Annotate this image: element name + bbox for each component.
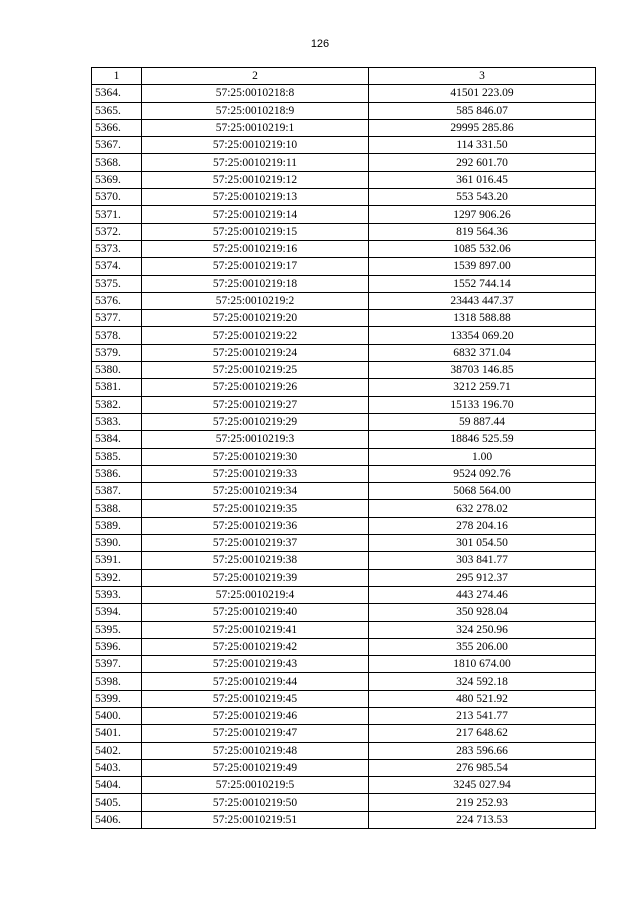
table-row — [92, 535, 596, 552]
table-row — [92, 638, 596, 655]
row-number-cell: 5368. — [92, 154, 142, 171]
value-cell: 1297 906.26 — [369, 206, 596, 223]
cadastral-number-cell: 57:25:0010219:16 — [142, 240, 369, 257]
table-row — [92, 292, 596, 309]
value-cell: 114 331.50 — [369, 137, 596, 154]
cadastral-number-cell: 57:25:0010219:4 — [142, 586, 369, 603]
cadastral-number-cell: 57:25:0010219:29 — [142, 413, 369, 430]
row-number-cell: 5366. — [92, 119, 142, 136]
value-cell: 553 543.20 — [369, 189, 596, 206]
table-body — [92, 68, 596, 829]
row-number-cell: 5398. — [92, 673, 142, 690]
value-cell: 5068 564.00 — [369, 483, 596, 500]
row-number-cell: 5395. — [92, 621, 142, 638]
data-table — [91, 67, 596, 829]
row-number-cell: 5405. — [92, 794, 142, 811]
row-number-cell: 5400. — [92, 707, 142, 724]
row-number-cell: 5374. — [92, 258, 142, 275]
value-cell: 292 601.70 — [369, 154, 596, 171]
table-row — [92, 206, 596, 223]
table-row — [92, 742, 596, 759]
table-row — [92, 379, 596, 396]
row-number-cell: 5384. — [92, 431, 142, 448]
cadastral-number-cell: 57:25:0010219:12 — [142, 171, 369, 188]
row-number-cell: 5387. — [92, 483, 142, 500]
value-cell: 278 204.16 — [369, 517, 596, 534]
cadastral-number-cell: 57:25:0010219:27 — [142, 396, 369, 413]
value-cell: 15133 196.70 — [369, 396, 596, 413]
column-header: 3 — [369, 68, 596, 85]
table-row — [92, 656, 596, 673]
table-row — [92, 137, 596, 154]
table-row — [92, 413, 596, 430]
cadastral-number-cell: 57:25:0010219:25 — [142, 362, 369, 379]
table-row — [92, 154, 596, 171]
row-number-cell: 5378. — [92, 327, 142, 344]
value-cell: 355 206.00 — [369, 638, 596, 655]
row-number-cell: 5388. — [92, 500, 142, 517]
row-number-cell: 5394. — [92, 604, 142, 621]
row-number-cell: 5380. — [92, 362, 142, 379]
table-row — [92, 690, 596, 707]
value-cell: 283 596.66 — [369, 742, 596, 759]
table-row — [92, 552, 596, 569]
table-row — [92, 431, 596, 448]
cadastral-number-cell: 57:25:0010219:24 — [142, 344, 369, 361]
table-row — [92, 673, 596, 690]
row-number-cell: 5367. — [92, 137, 142, 154]
table-row — [92, 794, 596, 811]
value-cell: 13354 069.20 — [369, 327, 596, 344]
value-cell: 1552 744.14 — [369, 275, 596, 292]
cadastral-number-cell: 57:25:0010219:13 — [142, 189, 369, 206]
table-row — [92, 621, 596, 638]
value-cell: 632 278.02 — [369, 500, 596, 517]
table-row — [92, 707, 596, 724]
cadastral-number-cell: 57:25:0010219:42 — [142, 638, 369, 655]
cadastral-number-cell: 57:25:0010219:46 — [142, 707, 369, 724]
value-cell: 219 252.93 — [369, 794, 596, 811]
value-cell: 59 887.44 — [369, 413, 596, 430]
cadastral-number-cell: 57:25:0010219:38 — [142, 552, 369, 569]
cadastral-number-cell: 57:25:0010219:20 — [142, 310, 369, 327]
cadastral-number-cell: 57:25:0010219:35 — [142, 500, 369, 517]
row-number-cell: 5364. — [92, 85, 142, 102]
cadastral-number-cell: 57:25:0010219:1 — [142, 119, 369, 136]
row-number-cell: 5381. — [92, 379, 142, 396]
row-number-cell: 5399. — [92, 690, 142, 707]
row-number-cell: 5383. — [92, 413, 142, 430]
cadastral-number-cell: 57:25:0010219:3 — [142, 431, 369, 448]
value-cell: 295 912.37 — [369, 569, 596, 586]
cadastral-number-cell: 57:25:0010219:5 — [142, 777, 369, 794]
value-cell: 6832 371.04 — [369, 344, 596, 361]
row-number-cell: 5385. — [92, 448, 142, 465]
cadastral-number-cell: 57:25:0010218:9 — [142, 102, 369, 119]
row-number-cell: 5391. — [92, 552, 142, 569]
cadastral-number-cell: 57:25:0010218:8 — [142, 85, 369, 102]
table-row — [92, 344, 596, 361]
value-cell: 18846 525.59 — [369, 431, 596, 448]
cadastral-number-cell: 57:25:0010219:50 — [142, 794, 369, 811]
cadastral-number-cell: 57:25:0010219:22 — [142, 327, 369, 344]
table-row — [92, 569, 596, 586]
cadastral-number-cell: 57:25:0010219:45 — [142, 690, 369, 707]
table-row — [92, 448, 596, 465]
row-number-cell: 5397. — [92, 656, 142, 673]
row-number-cell: 5376. — [92, 292, 142, 309]
cadastral-number-cell: 57:25:0010219:44 — [142, 673, 369, 690]
table-row — [92, 483, 596, 500]
table-row — [92, 119, 596, 136]
table-row — [92, 517, 596, 534]
value-cell: 9524 092.76 — [369, 465, 596, 482]
value-cell: 303 841.77 — [369, 552, 596, 569]
value-cell: 350 928.04 — [369, 604, 596, 621]
table-row — [92, 310, 596, 327]
value-cell: 3245 027.94 — [369, 777, 596, 794]
table-header-row — [92, 68, 596, 85]
page-number: 126 — [310, 38, 330, 50]
cadastral-number-cell: 57:25:0010219:26 — [142, 379, 369, 396]
row-number-cell: 5396. — [92, 638, 142, 655]
value-cell: 1085 532.06 — [369, 240, 596, 257]
row-number-cell: 5371. — [92, 206, 142, 223]
cadastral-number-cell: 57:25:0010219:15 — [142, 223, 369, 240]
row-number-cell: 5390. — [92, 535, 142, 552]
cadastral-number-cell: 57:25:0010219:2 — [142, 292, 369, 309]
row-number-cell: 5406. — [92, 811, 142, 828]
cadastral-number-cell: 57:25:0010219:47 — [142, 725, 369, 742]
value-cell: 1810 674.00 — [369, 656, 596, 673]
cadastral-number-cell: 57:25:0010219:41 — [142, 621, 369, 638]
row-number-cell: 5401. — [92, 725, 142, 742]
value-cell: 1318 588.88 — [369, 310, 596, 327]
row-number-cell: 5392. — [92, 569, 142, 586]
value-cell: 301 054.50 — [369, 535, 596, 552]
value-cell: 224 713.53 — [369, 811, 596, 828]
value-cell: 29995 285.86 — [369, 119, 596, 136]
row-number-cell: 5373. — [92, 240, 142, 257]
table-row — [92, 362, 596, 379]
value-cell: 217 648.62 — [369, 725, 596, 742]
value-cell: 3212 259.71 — [369, 379, 596, 396]
cadastral-number-cell: 57:25:0010219:11 — [142, 154, 369, 171]
table-row — [92, 327, 596, 344]
row-number-cell: 5402. — [92, 742, 142, 759]
row-number-cell: 5404. — [92, 777, 142, 794]
row-number-cell: 5403. — [92, 759, 142, 776]
cadastral-number-cell: 57:25:0010219:37 — [142, 535, 369, 552]
value-cell: 1539 897.00 — [369, 258, 596, 275]
cadastral-number-cell: 57:25:0010219:18 — [142, 275, 369, 292]
row-number-cell: 5365. — [92, 102, 142, 119]
table-row — [92, 500, 596, 517]
value-cell: 361 016.45 — [369, 171, 596, 188]
cadastral-number-cell: 57:25:0010219:17 — [142, 258, 369, 275]
table-row — [92, 777, 596, 794]
cadastral-number-cell: 57:25:0010219:40 — [142, 604, 369, 621]
column-header: 2 — [142, 68, 369, 85]
table-row — [92, 189, 596, 206]
row-number-cell: 5386. — [92, 465, 142, 482]
row-number-cell: 5375. — [92, 275, 142, 292]
row-number-cell: 5369. — [92, 171, 142, 188]
cadastral-number-cell: 57:25:0010219:51 — [142, 811, 369, 828]
table-row — [92, 465, 596, 482]
table-row — [92, 586, 596, 603]
row-number-cell: 5389. — [92, 517, 142, 534]
table-row — [92, 171, 596, 188]
value-cell: 213 541.77 — [369, 707, 596, 724]
cadastral-number-cell: 57:25:0010219:10 — [142, 137, 369, 154]
cadastral-number-cell: 57:25:0010219:30 — [142, 448, 369, 465]
value-cell: 819 564.36 — [369, 223, 596, 240]
cadastral-number-cell: 57:25:0010219:48 — [142, 742, 369, 759]
cadastral-number-cell: 57:25:0010219:14 — [142, 206, 369, 223]
value-cell: 443 274.46 — [369, 586, 596, 603]
table-row — [92, 223, 596, 240]
cadastral-number-cell: 57:25:0010219:49 — [142, 759, 369, 776]
row-number-cell: 5370. — [92, 189, 142, 206]
table-row — [92, 85, 596, 102]
row-number-cell: 5372. — [92, 223, 142, 240]
value-cell: 585 846.07 — [369, 102, 596, 119]
table-row — [92, 725, 596, 742]
value-cell: 324 592.18 — [369, 673, 596, 690]
row-number-cell: 5379. — [92, 344, 142, 361]
cadastral-number-cell: 57:25:0010219:34 — [142, 483, 369, 500]
table-row — [92, 258, 596, 275]
cadastral-number-cell: 57:25:0010219:43 — [142, 656, 369, 673]
value-cell: 1.00 — [369, 448, 596, 465]
cadastral-number-cell: 57:25:0010219:39 — [142, 569, 369, 586]
row-number-cell: 5393. — [92, 586, 142, 603]
row-number-cell: 5382. — [92, 396, 142, 413]
cadastral-number-cell: 57:25:0010219:36 — [142, 517, 369, 534]
value-cell: 23443 447.37 — [369, 292, 596, 309]
cadastral-number-cell: 57:25:0010219:33 — [142, 465, 369, 482]
table-row — [92, 102, 596, 119]
table-row — [92, 275, 596, 292]
column-header: 1 — [92, 68, 142, 85]
row-number-cell: 5377. — [92, 310, 142, 327]
table-row — [92, 396, 596, 413]
table-row — [92, 240, 596, 257]
table-row — [92, 759, 596, 776]
value-cell: 41501 223.09 — [369, 85, 596, 102]
value-cell: 38703 146.85 — [369, 362, 596, 379]
table-row — [92, 811, 596, 828]
table-row — [92, 604, 596, 621]
value-cell: 480 521.92 — [369, 690, 596, 707]
value-cell: 324 250.96 — [369, 621, 596, 638]
value-cell: 276 985.54 — [369, 759, 596, 776]
